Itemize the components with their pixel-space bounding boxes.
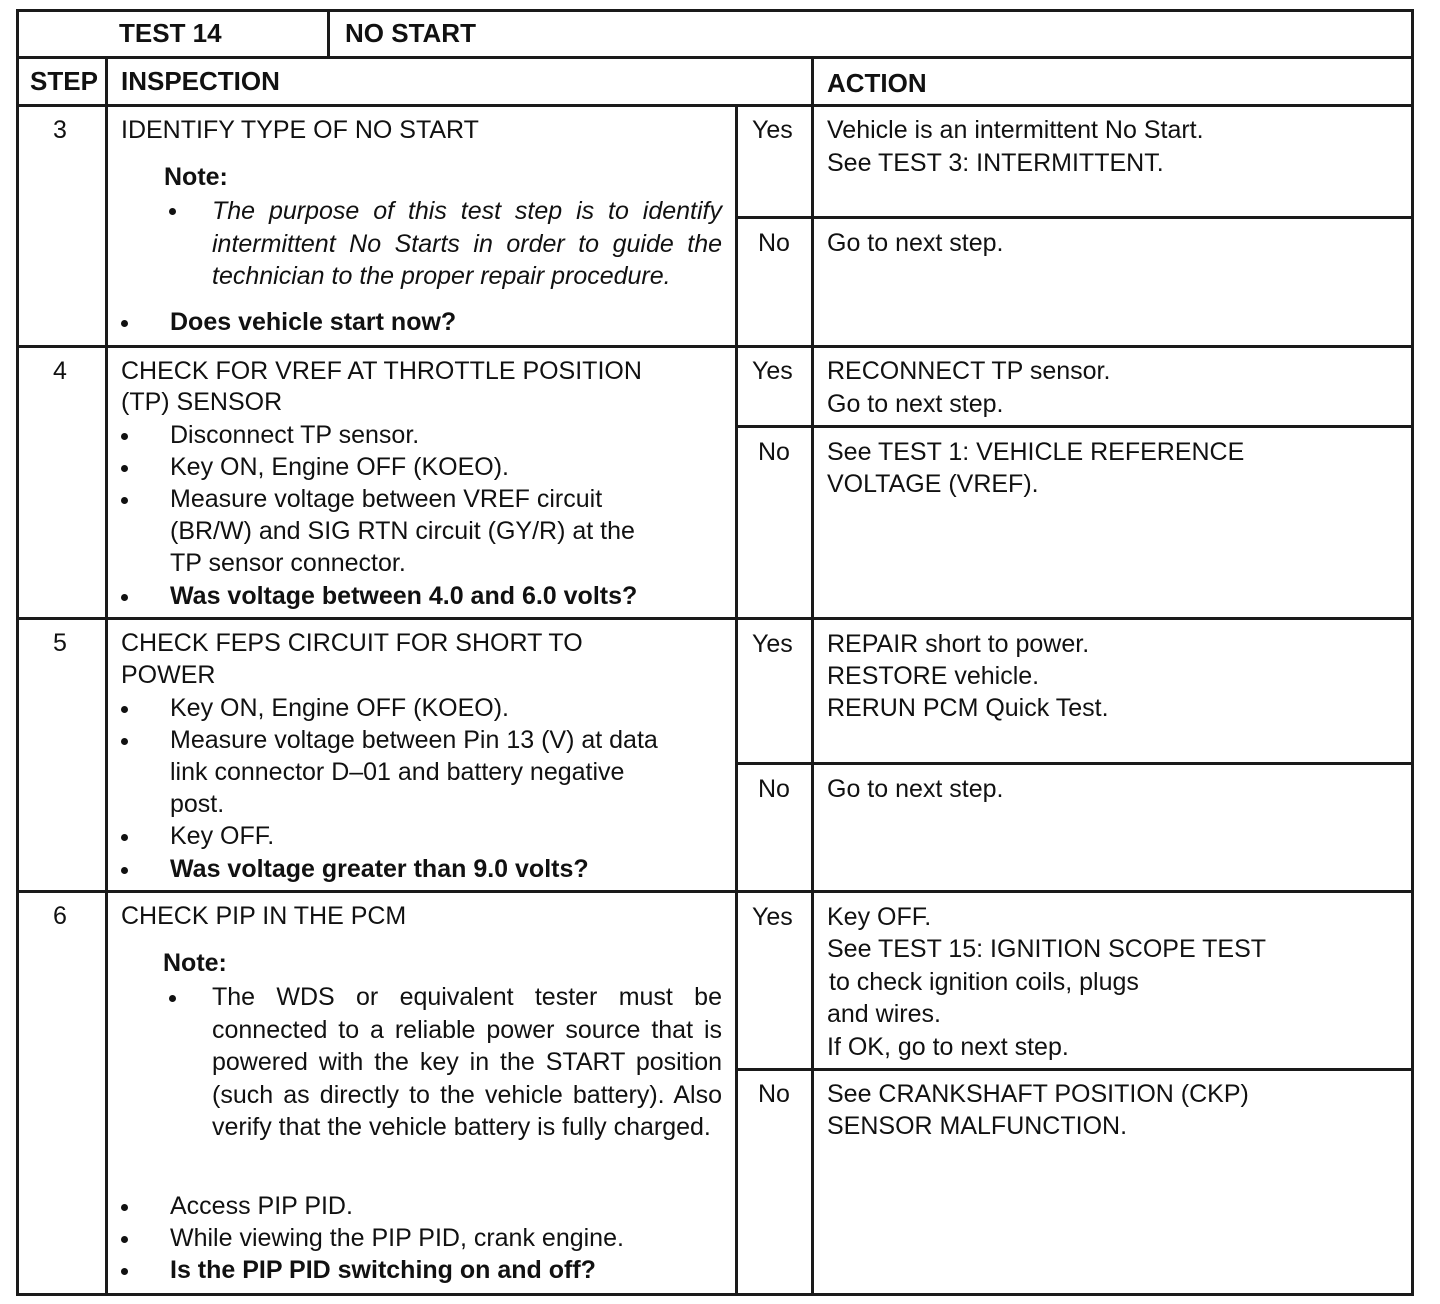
yes-label: Yes	[752, 630, 793, 658]
column-header-action: ACTION	[827, 68, 927, 98]
table-border-left	[16, 9, 19, 1296]
note-text: The WDS or equivalent tester must be connected to a reliable power source that is powered with the key in the START position (such as directly to the vehicle battery). Also verify that the vehicle battery is fully charged.	[212, 983, 722, 1141]
inspection-bullet: Measure voltage between Pin 13 (V) at data	[170, 726, 658, 754]
no-action-line: Go to next step.	[827, 775, 1004, 803]
yes-action-line: Vehicle is an intermittent No Start.	[827, 116, 1204, 144]
inspection-bullet-cont: TP sensor connector.	[170, 549, 406, 577]
yes-label: Yes	[752, 903, 793, 931]
no-label: No	[758, 438, 790, 466]
yes-action-line: If OK, go to next step.	[827, 1033, 1069, 1061]
inspection-bullet: Key ON, Engine OFF (KOEO).	[170, 694, 509, 722]
no-action-line: VOLTAGE (VREF).	[827, 470, 1039, 498]
note-text: The purpose of this test step is to identify intermittent No Starts in order to guide the technician to the proper repair procedure.	[212, 197, 722, 290]
column-header-step: STEP	[30, 66, 98, 96]
yes-action-line: RECONNECT TP sensor.	[827, 357, 1111, 385]
step-title: CHECK PIP IN THE PCM	[121, 902, 407, 930]
step-number: 3	[53, 116, 67, 144]
header-row-line	[16, 56, 1414, 59]
bullet-icon	[121, 433, 128, 440]
yes-action-line: See TEST 3: INTERMITTENT.	[827, 149, 1164, 177]
bullet-icon	[121, 497, 128, 504]
step-title: CHECK FOR VREF AT THROTTLE POSITION	[121, 357, 642, 385]
no-label: No	[758, 775, 790, 803]
step-number: 4	[53, 357, 67, 385]
row-line-4-5	[16, 617, 1414, 620]
bullet-icon	[169, 208, 176, 215]
bullet-icon	[121, 738, 128, 745]
no-action-line: See CRANKSHAFT POSITION (CKP)	[827, 1080, 1249, 1108]
yes-label: Yes	[752, 357, 793, 385]
yes-no-column-line	[735, 104, 738, 1296]
step-number: 6	[53, 902, 67, 930]
step-title: (TP) SENSOR	[121, 388, 283, 416]
test-title: NO START	[345, 18, 476, 48]
test-label: TEST 14	[119, 18, 222, 48]
step-title: CHECK FEPS CIRCUIT FOR SHORT TO	[121, 629, 583, 657]
yes-no-line-6	[735, 1068, 1414, 1071]
inspection-bullet: While viewing the PIP PID, crank engine.	[170, 1224, 624, 1252]
inspection-question: Was voltage between 4.0 and 6.0 volts?	[170, 582, 638, 610]
inspection-question: Is the PIP PID switching on and off?	[170, 1256, 596, 1284]
bullet-icon	[121, 320, 128, 327]
no-action-line: Go to next step.	[827, 229, 1004, 257]
no-label: No	[758, 1080, 790, 1108]
inspection-bullet: Key ON, Engine OFF (KOEO).	[170, 453, 509, 481]
bullet-icon	[121, 594, 128, 601]
column-header-line	[16, 104, 1414, 107]
inspection-bullet: Disconnect TP sensor.	[170, 421, 420, 449]
step-title: IDENTIFY TYPE OF NO START	[121, 116, 479, 144]
bullet-icon	[121, 1268, 128, 1275]
column-header-inspection: INSPECTION	[121, 66, 280, 96]
yes-no-line-3	[735, 216, 1414, 219]
yes-action-line: and wires.	[827, 1000, 941, 1028]
bullet-icon	[169, 995, 176, 1002]
inspection-bullet-cont: (BR/W) and SIG RTN circuit (GY/R) at the	[170, 517, 635, 545]
note-label: Note:	[163, 949, 227, 977]
table-border-bottom	[16, 1293, 1414, 1296]
bullet-icon	[121, 1236, 128, 1243]
inspection-question: Does vehicle start now?	[170, 308, 457, 336]
yes-action-line: Go to next step.	[827, 390, 1004, 418]
inspection-bullet-cont: link connector D–01 and battery negative	[170, 758, 625, 786]
inspection-bullet: Key OFF.	[170, 822, 275, 850]
yes-no-line-4	[735, 425, 1414, 428]
inspection-bullet-cont: post.	[170, 790, 225, 818]
step-title: POWER	[121, 661, 216, 689]
bullet-icon	[121, 1204, 128, 1211]
inspection-question: Was voltage greater than 9.0 volts?	[170, 855, 589, 883]
note-label: Note:	[164, 163, 228, 191]
yes-label: Yes	[752, 116, 793, 144]
inspection-bullet: Access PIP PID.	[170, 1192, 353, 1220]
no-label: No	[758, 229, 790, 257]
step-number: 5	[53, 629, 67, 657]
table-border-top	[16, 9, 1414, 12]
table-border-right	[1411, 9, 1414, 1296]
yes-action-line: REPAIR short to power.	[827, 630, 1090, 658]
row-line-5-6	[16, 890, 1414, 893]
yes-no-line-5	[735, 762, 1414, 765]
no-action-line: SENSOR MALFUNCTION.	[827, 1112, 1128, 1140]
action-column-line	[811, 56, 814, 1296]
yes-action-line: RESTORE vehicle.	[827, 662, 1040, 690]
yes-action-line: Key OFF.	[827, 903, 932, 931]
bullet-icon	[121, 834, 128, 841]
row-line-3-4	[16, 345, 1414, 348]
bullet-icon	[121, 465, 128, 472]
bullet-icon	[121, 867, 128, 874]
title-divider	[327, 9, 330, 58]
bullet-icon	[121, 706, 128, 713]
yes-action-line: RERUN PCM Quick Test.	[827, 694, 1109, 722]
step-column-line	[105, 56, 108, 1296]
no-action-line: See TEST 1: VEHICLE REFERENCE	[827, 438, 1245, 466]
yes-action-line: See TEST 15: IGNITION SCOPE TEST	[827, 935, 1267, 963]
yes-action-line: to check ignition coils, plugs	[829, 968, 1139, 996]
inspection-bullet: Measure voltage between VREF circuit	[170, 485, 603, 513]
